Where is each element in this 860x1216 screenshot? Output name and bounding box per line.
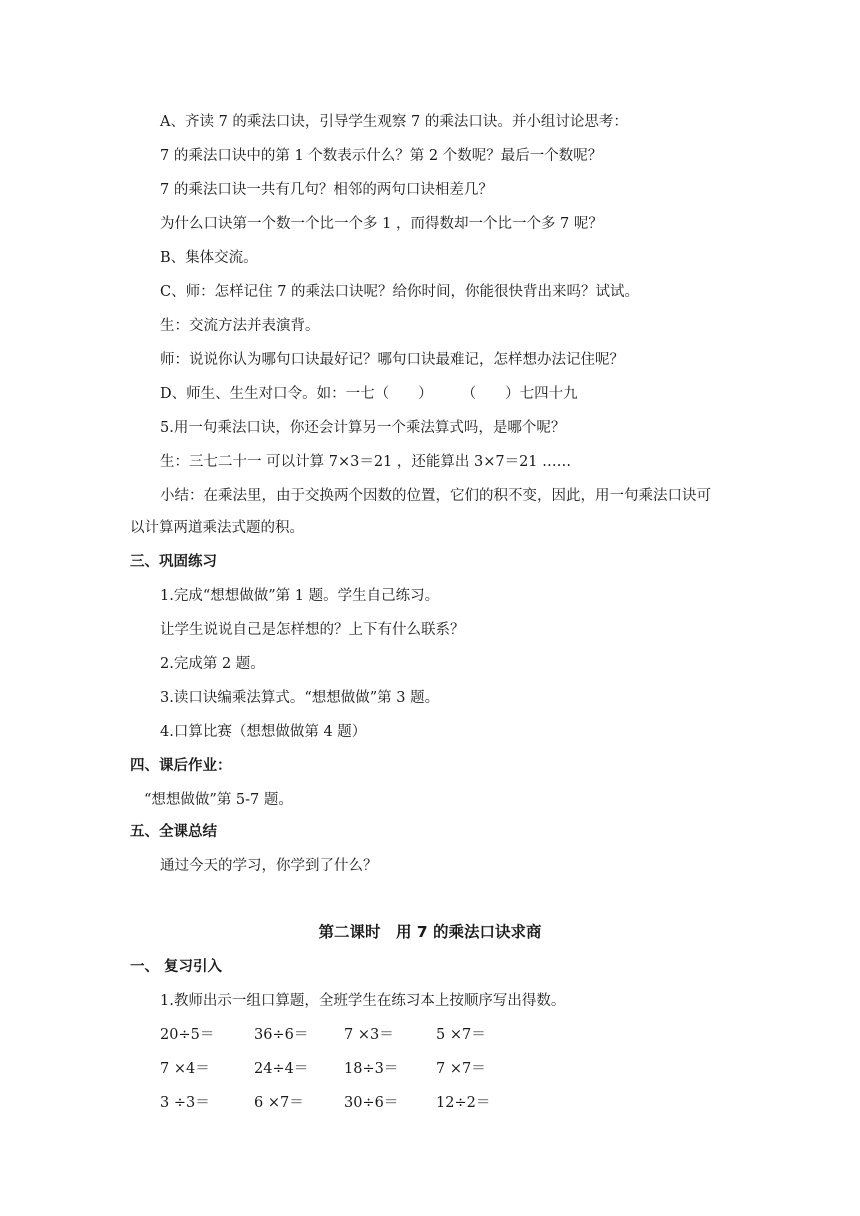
text-line: 小结：在乘法里，由于交换两个因数的位置，它们的积不变，因此，用一句乘法口诀可 (160, 488, 711, 504)
exercise-item: 5 ×7＝ (436, 1027, 486, 1043)
exercise-item: 24÷4＝ (254, 1061, 309, 1077)
text-line: 7 的乘法口诀一共有几句？相邻的两句口诀相差几？ (160, 182, 493, 198)
exercise-item: 3 ÷3＝ (160, 1095, 210, 1111)
exercise-item: 36÷6＝ (254, 1027, 309, 1043)
text-line: 3.读口诀编乘法算式。“想想做做”第 3 题。 (160, 690, 440, 706)
text-line: 师：说说你认为哪句口诀最好记？哪句口诀最难记，怎样想办法记住呢？ (160, 352, 624, 368)
text-line: 为什么口诀第一个数一个比一个多 1 ，而得数却一个比一个多 7 呢？ (160, 216, 603, 232)
text-line: B、集体交流。 (160, 250, 258, 266)
section-heading: 一、 复习引入 (130, 959, 223, 975)
lesson-title: 第二课时 用 7 的乘法口诀求商 (318, 923, 542, 941)
section-heading: 三、巩固练习 (130, 554, 217, 570)
exercise-item: 18÷3＝ (344, 1061, 399, 1077)
exercise-item: 6 ×7＝ (254, 1095, 304, 1111)
text-line: 通过今天的学习，你学到了什么？ (160, 858, 378, 874)
exercise-item: 30÷6＝ (344, 1095, 399, 1111)
text-line: 5.用一句乘法口诀，你还会计算另一个乘法算式吗，是哪个呢？ (160, 420, 566, 436)
text-line: 4.口算比赛（想想做做第 4 题） (160, 724, 367, 740)
text-line: C、师：怎样记住 7 的乘法口诀呢？给你时间，你能很快背出来吗？试试。 (160, 284, 640, 300)
text-line: 让学生说说自己是怎样想的？上下有什么联系？ (160, 622, 465, 638)
exercise-item: 7 ×3＝ (344, 1027, 394, 1043)
text-line: 以计算两道乘法式题的积。 (130, 520, 304, 536)
exercise-item: 20÷5＝ (160, 1027, 215, 1043)
text-line: “想想做做”第 5-7 题。 (144, 792, 293, 808)
text-line: A、齐读 7 的乘法口诀，引导学生观察 7 的乘法口诀。并小组讨论思考： (160, 114, 628, 130)
section-heading: 五、全课总结 (130, 824, 217, 840)
text-line: 生：交流方法并表演背。 (160, 318, 320, 334)
exercise-item: 7 ×7＝ (436, 1061, 486, 1077)
section-heading: 四、课后作业： (130, 758, 232, 774)
exercise-item: 12÷2＝ (436, 1095, 491, 1111)
text-line: D、师生、生生对口令。如：一七（ ） （ ）七四十九 (160, 386, 578, 402)
text-line: 1.完成“想想做做”第 1 题。学生自己练习。 (160, 588, 440, 604)
text-line: 2.完成第 2 题。 (160, 656, 265, 672)
review-intro: 1.教师出示一组口算题，全班学生在练习本上按顺序写出得数。 (160, 993, 566, 1009)
text-line: 7 的乘法口诀中的第 1 个数表示什么？第 2 个数呢？最后一个数呢？ (160, 148, 603, 164)
exercise-item: 7 ×4＝ (160, 1061, 210, 1077)
text-line: 生：三七二十一 可以计算 7×3＝21 ，还能算出 3×7＝21 …… (160, 454, 572, 470)
